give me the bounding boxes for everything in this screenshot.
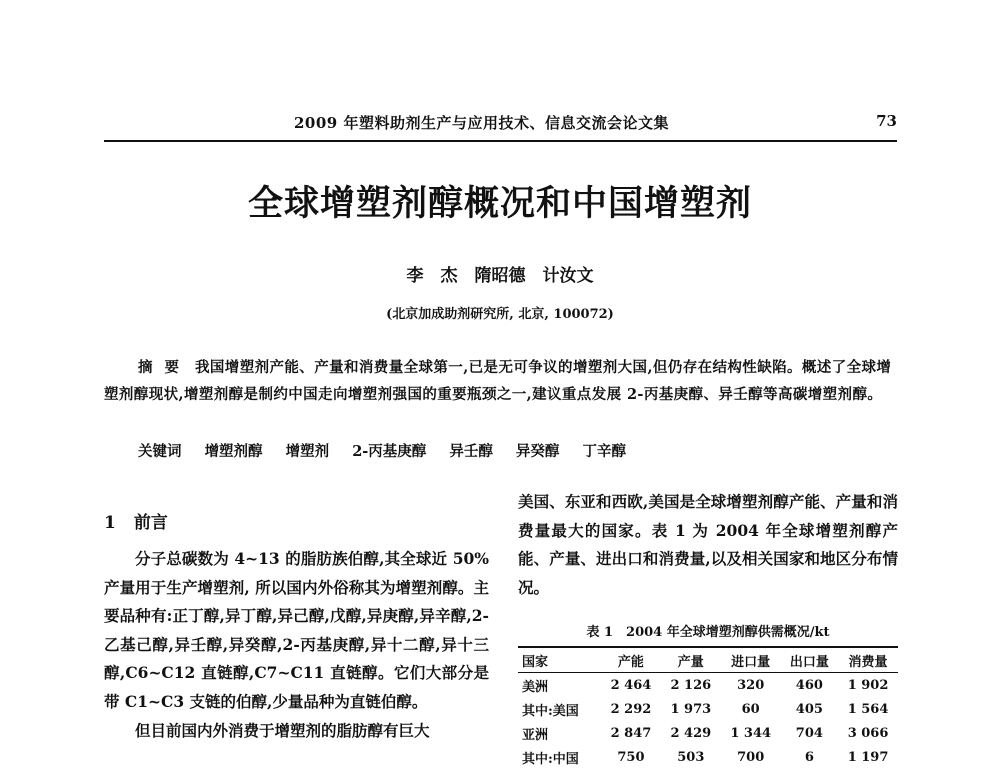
body-paragraph: 美国、东亚和西欧,美国是全球增塑剂醇产能、产量和消费量最大的国家。表 1 为 2004 年全球增塑剂醇产能、产量、进出口和消费量,以及相关国家和地区分布情况。 xyxy=(518,492,898,597)
table-cell: 亚洲 xyxy=(522,727,549,743)
keyword: 丁辛醇 xyxy=(582,443,626,460)
column-header: 产能 xyxy=(617,654,644,670)
table-cell: 其中:中国 xyxy=(522,751,579,767)
table-cell: 704 xyxy=(795,725,823,741)
right-column xyxy=(518,488,898,602)
affiliation: (北京加成助剂研究所, 北京, 100072) xyxy=(386,307,614,322)
table-cell: 2 464 xyxy=(610,677,652,693)
table-cell: 2 847 xyxy=(610,725,652,741)
table-cell: 1 902 xyxy=(847,677,889,693)
column-header: 产量 xyxy=(677,654,704,670)
table-caption: 表 1 2004 年全球增塑剂醇供需概况/kt xyxy=(586,625,830,640)
body-paragraph: 但目前国内外消费于增塑剂的脂肪醇有巨大 xyxy=(135,720,430,740)
column-header: 国家 xyxy=(522,654,549,670)
abstract-text: 我国增塑剂产能、产量和消费量全球第一,已是无可争议的增塑剂大国,但仍存在结构性缺陷。概述了全球增塑剂醇现状,增塑剂醇是制约中国走向增塑剂强国的重要瓶颈之一,建议重点发展 2-丙基庚醇、异壬醇等高碳增塑剂醇。 xyxy=(104,359,892,403)
table-1 xyxy=(518,646,898,769)
table-cell: 2 126 xyxy=(670,677,712,693)
header-rule xyxy=(104,140,897,142)
keyword: 2-丙基庚醇 xyxy=(352,443,427,460)
table-row xyxy=(518,721,898,745)
running-head xyxy=(104,108,897,134)
keyword: 增塑剂 xyxy=(285,443,330,460)
table-cell: 其中:美国 xyxy=(522,703,579,719)
table-cell: 750 xyxy=(617,749,645,765)
abstract-label: 摘要 xyxy=(138,359,191,376)
table-cell: 美洲 xyxy=(522,679,549,695)
table-row xyxy=(518,673,898,698)
keyword: 异癸醇 xyxy=(515,443,560,460)
keywords-label: 关键词 xyxy=(138,443,182,460)
section-heading xyxy=(104,508,186,533)
table-cell: 2 292 xyxy=(610,701,652,717)
section-number: 1 xyxy=(104,513,116,533)
left-column xyxy=(104,545,489,745)
table-cell: 460 xyxy=(795,677,823,693)
table-cell: 320 xyxy=(737,677,765,693)
column-header: 进口量 xyxy=(731,654,771,670)
abstract xyxy=(104,354,897,408)
table-cell: 700 xyxy=(737,749,765,765)
keywords xyxy=(138,440,898,461)
table-cell: 1 344 xyxy=(730,725,772,741)
keyword: 异壬醇 xyxy=(449,443,493,460)
section-title: 前言 xyxy=(133,513,168,533)
page-number: 73 xyxy=(876,112,897,130)
article-title: 全球增塑剂醇概况和中国增塑剂 xyxy=(247,183,752,224)
table-cell: 1 973 xyxy=(670,701,712,717)
table-cell: 405 xyxy=(795,701,823,717)
body-paragraph: 分子总碳数为 4~13 的脂肪族伯醇,其全球近 50%产量用于生产增塑剂, 所以国内外俗称其为增塑剂醇。主要品种有:正丁醇,异丁醇,异己醇,戊醇,异庚醇,异辛醇,2-乙基己醇,异壬醇,异癸醇,2-丙基庚醇,异十二醇,异十三醇,C6~C12 直链醇,C7~C11 直链醇。它们大部分是带 C1~C3 支链的伯醇,少量品种为直链伯醇。 xyxy=(104,549,489,711)
table-row xyxy=(518,697,898,721)
column-header: 消费量 xyxy=(848,654,888,670)
table-cell: 1 197 xyxy=(847,749,889,765)
table-cell: 6 xyxy=(804,749,814,765)
table-cell: 503 xyxy=(677,749,705,765)
table-cell: 1 564 xyxy=(847,701,889,717)
table-row xyxy=(518,745,898,769)
table-cell: 2 429 xyxy=(670,725,712,741)
table-header-row xyxy=(518,647,898,673)
running-head-title: 2009 年塑料助剂生产与应用技术、信息交流会论文集 xyxy=(294,114,669,132)
table-cell: 60 xyxy=(741,701,760,717)
table-cell: 3 066 xyxy=(847,725,889,741)
keyword: 增塑剂醇 xyxy=(204,443,263,460)
column-header: 出口量 xyxy=(789,654,829,670)
authors: 李 杰 隋昭德 计汝文 xyxy=(406,266,594,286)
